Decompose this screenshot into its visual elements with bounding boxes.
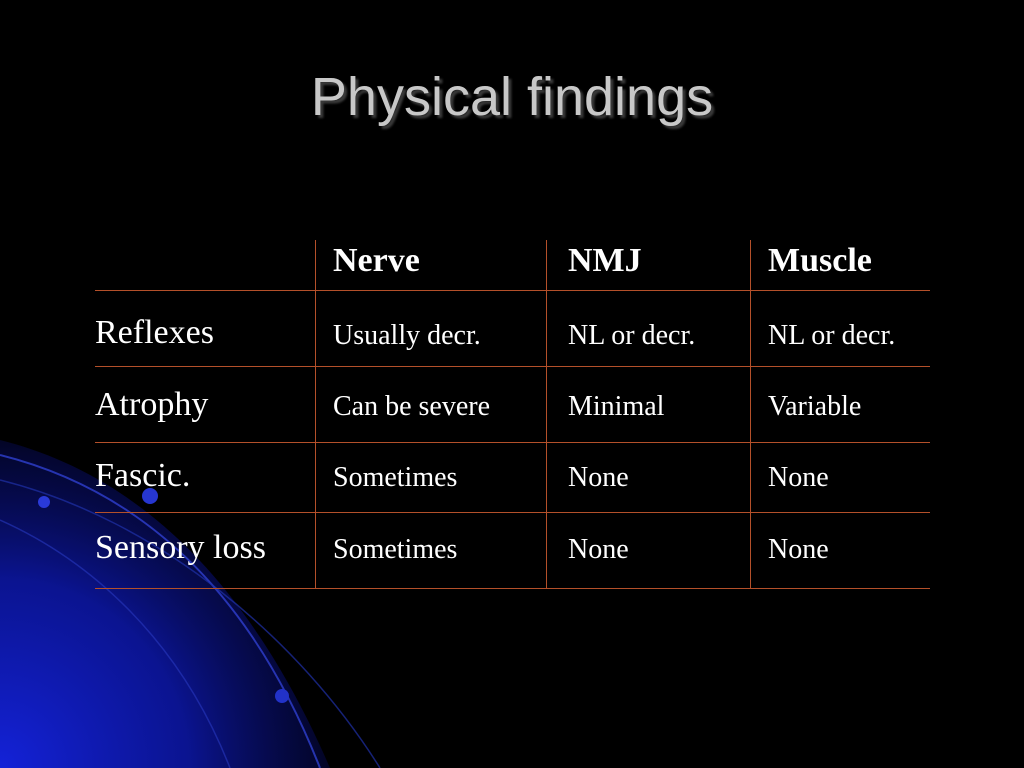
table-rule-row-1: [95, 366, 930, 367]
column-header-nerve: Nerve: [333, 242, 420, 279]
cell-fascic-nmj: None: [568, 462, 629, 493]
cell-reflexes-nmj: NL or decr.: [568, 320, 696, 351]
cell-sensory-loss-nerve: Sometimes: [333, 534, 458, 565]
cell-atrophy-nerve: Can be severe: [333, 391, 491, 422]
table-col-divider-1: [315, 240, 316, 588]
blue-dot-3: [275, 689, 289, 703]
cell-reflexes-muscle: NL or decr.: [768, 320, 896, 351]
cell-reflexes-nerve: Usually decr.: [333, 320, 481, 351]
table-rule-row-2: [95, 442, 930, 443]
column-header-muscle: Muscle: [768, 242, 872, 279]
cell-sensory-loss-muscle: None: [768, 534, 829, 565]
row-label-fascic: Fascic.: [95, 457, 191, 494]
table-col-divider-3: [750, 240, 751, 588]
table-rule-header: [95, 290, 930, 291]
column-header-nmj: NMJ: [568, 242, 642, 279]
table-col-divider-2: [546, 240, 547, 588]
cell-sensory-loss-nmj: None: [568, 534, 629, 565]
table-rule-bottom: [95, 588, 930, 589]
cell-atrophy-muscle: Variable: [768, 391, 862, 422]
cell-fascic-nerve: Sometimes: [333, 462, 458, 493]
blue-dot-1: [38, 496, 50, 508]
row-label-reflexes: Reflexes: [95, 314, 214, 351]
row-label-atrophy: Atrophy: [95, 386, 209, 423]
slide-title: Physical findings: [310, 67, 714, 127]
cell-fascic-muscle: None: [768, 462, 829, 493]
row-label-sensory-loss: Sensory loss: [95, 529, 266, 566]
cell-atrophy-nmj: Minimal: [568, 391, 665, 422]
table-rule-row-3: [95, 512, 930, 513]
